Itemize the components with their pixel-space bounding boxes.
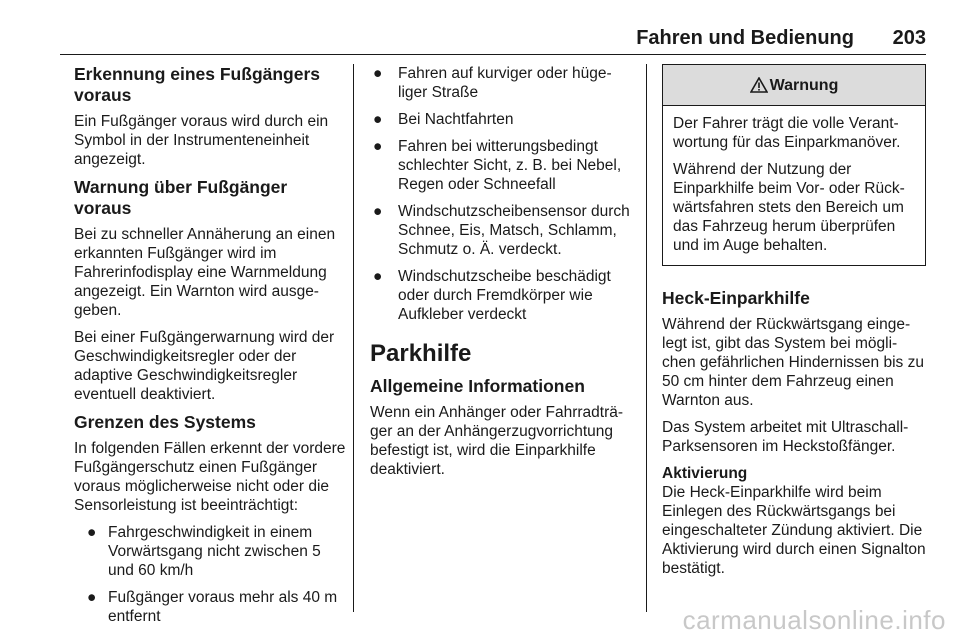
bullet-icon: ● (373, 203, 383, 220)
paragraph: Das System arbeitet mit Ultraschall‑ Parksensoren im Heckstoßfänger. (662, 419, 909, 455)
section-heading-parkhilfe: Parkhilfe (370, 340, 472, 367)
header-title: Fahren und Bedienung (636, 27, 854, 49)
page-number: 203 (892, 27, 926, 49)
warning-title: Warnung (769, 76, 839, 94)
paragraph: Bei einer Fußgängerwarnung wird der Geschwindigkeitsregler oder der adaptive Geschwindigkeitsregler eventuell deaktiviert. (74, 329, 335, 403)
bullet-icon: ● (373, 268, 383, 285)
bullet-icon: ● (373, 111, 383, 128)
list-item: ● Fahren auf kurviger oder hüge‑ liger Straße (373, 65, 612, 101)
bullet-icon: ● (87, 589, 97, 606)
paragraph: Ein Fußgänger voraus wird durch ein Symbol in der Instrumenteneinheit angezeigt. (74, 113, 329, 168)
heading-general-info: Allgemeine Informationen (370, 376, 585, 396)
column-divider-1 (353, 64, 354, 612)
bullet-icon: ● (87, 524, 97, 541)
column-middle (370, 64, 642, 487)
heading-rear-park-assist: Heck‑Einparkhilfe (662, 288, 810, 308)
watermark-logo: carmanualsonline.info (682, 605, 946, 635)
warning-box (662, 64, 926, 266)
list-item: ● Fahren bei witterungsbedingt schlechter Sicht, z. B. bei Nebel, Regen oder Schneefall (373, 138, 622, 193)
paragraph: Der Fahrer trägt die volle Verant‑ wortung für das Einparkmanöver. (673, 115, 901, 151)
paragraph: Während der Rückwärtsgang einge‑ legt ist, gibt das System bei mögli‑ chen gefährlichen Hindernissen bis zu 50 cm hinter dem Fahrzeug einen Warnton aus. (662, 316, 924, 409)
paragraph: Wenn ein Anhänger oder Fahrradträ‑ ger an der Anhängerzugvorrichtung befestigt ist, wird die Einparkhilfe deaktiviert. (370, 404, 624, 478)
column-divider-2 (646, 64, 647, 612)
paragraph: Die Heck‑Einparkhilfe wird beim Einlegen des Rückwärtsgangs bei eingeschalteter Zündung aktiviert. Die Aktivierung wird durch einen Signalton bestätigt. (662, 484, 926, 577)
bullet-icon: ● (373, 138, 383, 155)
page-header (60, 26, 926, 55)
list-item: ● Windschutzscheibensensor durch Schnee, Eis, Matsch, Schlamm, Schmutz o. Ä. verdeckt. (373, 203, 630, 258)
list-item: ● Bei Nachtfahrten (373, 111, 514, 128)
heading-system-limits: Grenzen des Systems (74, 412, 256, 432)
warning-body (663, 106, 925, 265)
heading-pedestrian-detection: Erkennung eines Fußgängers voraus (74, 64, 321, 105)
heading-pedestrian-warning: Warnung über Fußgänger voraus (74, 177, 288, 218)
paragraph: In folgenden Fällen erkennt der vordere Fußgängerschutz einen Fußgänger voraus möglicherweise nicht oder die Sensorleistung ist beeinträchtigt: (74, 440, 346, 514)
heading-activation: Aktivierung (662, 465, 748, 482)
list-item: ● Windschutzscheibe beschädigt oder durch Fremdkörper wie Aufkleber verdeckt (373, 268, 611, 323)
bullet-list (370, 64, 642, 324)
paragraph: Während der Nutzung der Einparkhilfe beim Vor‑ oder Rück‑ wärtsfahren stets den Bereich um das Fahrzeug herum überprüfen und im Auge behalten. (673, 161, 905, 254)
column-left (74, 64, 346, 634)
warning-triangle-icon (750, 77, 768, 93)
warning-header (663, 65, 925, 106)
list-item: ● Fußgänger voraus mehr als 40 m entfernt (87, 589, 338, 625)
list-item: ● Fahrgeschwindigkeit in einem Vorwärtsgang nicht zwischen 5 und 60 km/h (87, 524, 321, 579)
bullet-icon: ● (373, 65, 383, 82)
bullet-list (74, 523, 346, 626)
paragraph: Bei zu schneller Annäherung an einen erkannten Fußgänger wird im Fahrerinfodisplay eine Warnmeldung angezeigt. Ein Warnton wird ausge‑ geben. (74, 226, 336, 319)
column-right (662, 64, 926, 586)
